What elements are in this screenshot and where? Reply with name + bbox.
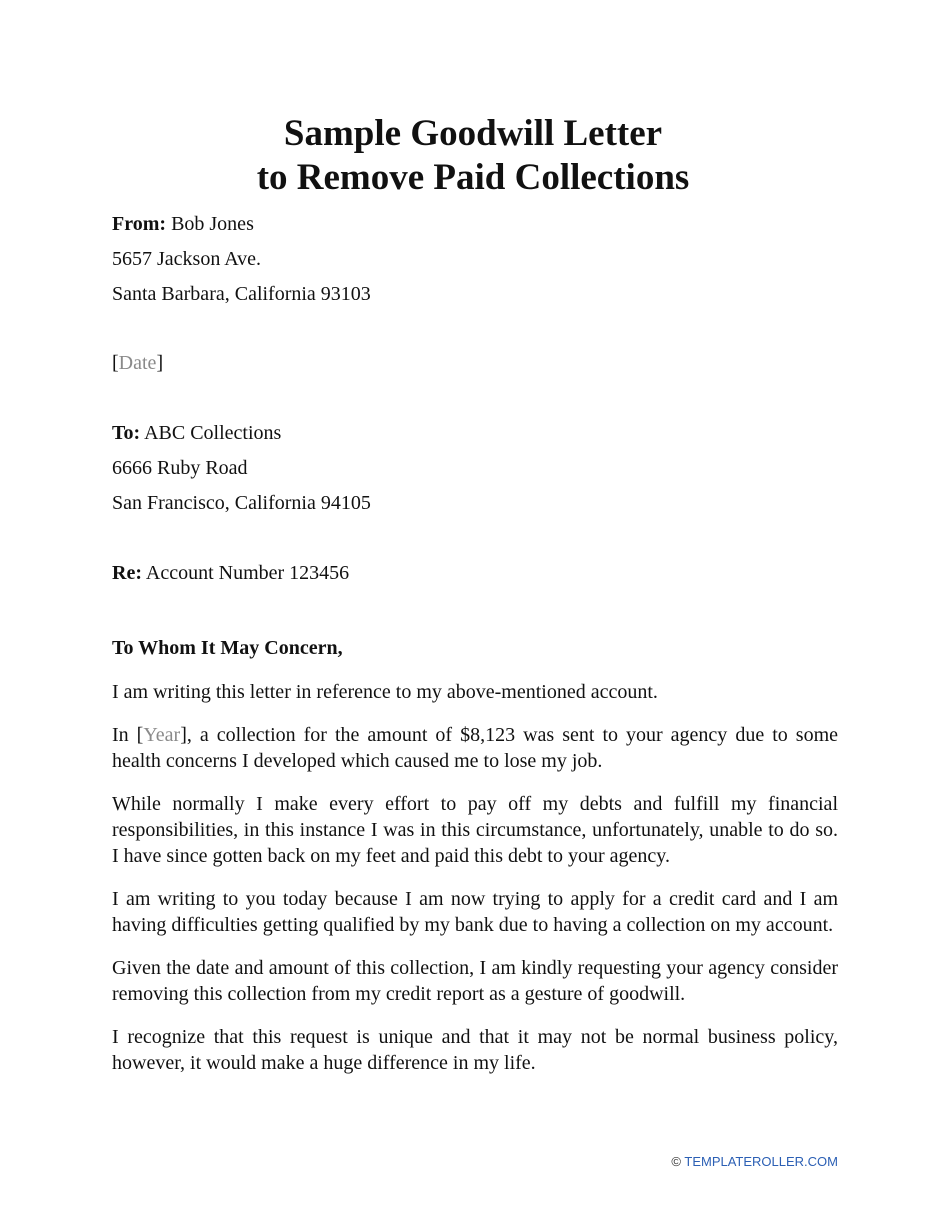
to-label: To: xyxy=(112,422,141,444)
body-paragraph-5: Given the date and amount of this collection, I am kindly requesting your agency consider removing this collection from my credit report as a gesture of goodwill. xyxy=(112,957,838,1005)
recipient-name: ABC Collections xyxy=(144,422,282,444)
recipient-street: 6666 Ruby Road xyxy=(112,457,248,479)
p2-post: ], a collection for the amount of $8,123 was sent to your agency due to some health concerns I developed which caused me to lose my job. xyxy=(112,724,838,772)
sender-name: Bob Jones xyxy=(171,213,254,235)
templateroller-link[interactable]: TEMPLATEROLLER.COM xyxy=(684,1154,838,1169)
reference-line xyxy=(112,561,838,596)
sender-street: 5657 Jackson Ave. xyxy=(112,248,262,270)
title-line-1: Sample Goodwill Letter xyxy=(283,113,663,154)
from-label: From: xyxy=(112,213,167,235)
body-paragraph-1: I am writing this letter in reference to my above-mentioned account. xyxy=(112,681,658,703)
title-line-2: to Remove Paid Collections xyxy=(256,157,690,198)
salutation-text: To Whom It May Concern, xyxy=(112,637,343,659)
sender-city: Santa Barbara, California 93103 xyxy=(112,283,371,305)
recipient-address xyxy=(112,421,838,526)
reference-text: Account Number 123456 xyxy=(145,562,350,584)
date-bracket-close: ] xyxy=(156,352,164,374)
body-paragraph-2 xyxy=(112,722,838,774)
body-paragraph-3: While normally I make every effort to pay off my debts and fulfill my financial responsibilities, in this instance I was in this circumstance, unfortunately, unable to do so. I have since gotten back on my feet and paid this debt to your agency. xyxy=(112,793,838,867)
date-bracket-open: [ xyxy=(112,352,119,374)
p2-pre: In [ xyxy=(112,724,144,746)
re-label: Re: xyxy=(112,562,142,584)
footer xyxy=(671,1154,838,1169)
date-placeholder: Date xyxy=(118,352,157,374)
date-line xyxy=(112,351,838,386)
letter-body xyxy=(112,679,838,1076)
recipient-city: San Francisco, California 94105 xyxy=(112,492,371,514)
letter-title xyxy=(0,112,946,200)
sender-address xyxy=(112,212,838,317)
body-paragraph-4: I am writing to you today because I am now trying to apply for a credit card and I am having difficulties getting qualified by my bank due to having a collection on my account. xyxy=(112,888,838,936)
year-placeholder: Year xyxy=(143,724,181,746)
salutation xyxy=(112,636,838,671)
copyright-icon: © xyxy=(671,1154,681,1169)
body-paragraph-6: I recognize that this request is unique and that it may not be normal business policy, however, it would make a huge difference in my life. xyxy=(112,1026,838,1074)
